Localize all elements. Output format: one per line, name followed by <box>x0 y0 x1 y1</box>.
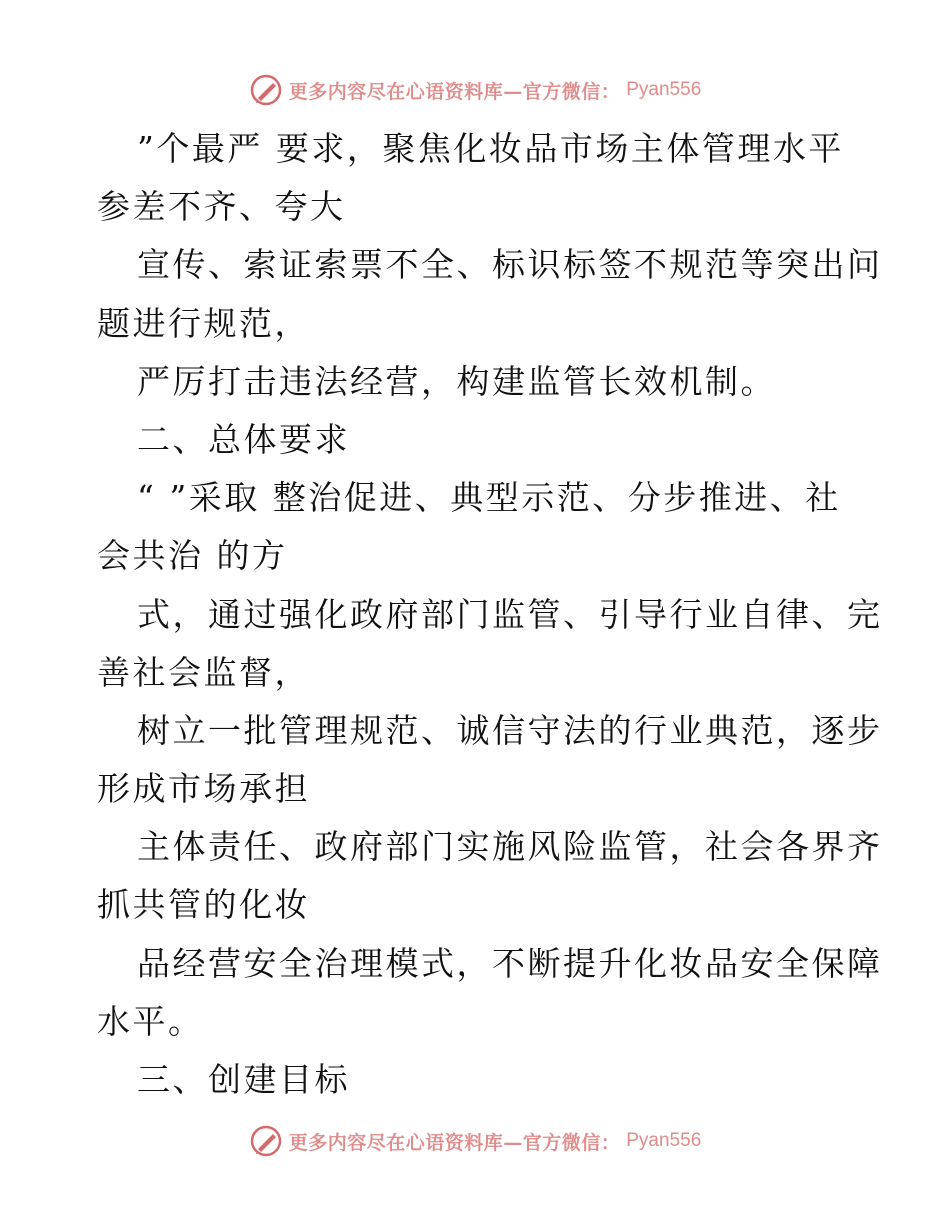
text-line: 主体责任、政府部门实施风险监管，社会各界齐 <box>137 827 883 867</box>
watermark-wechat-id: Pyan556 <box>626 1130 702 1151</box>
text-line: 品经营安全治理模式，不断提升化妆品安全保障 <box>137 943 883 983</box>
watermark-wechat-id: Pyan556 <box>626 79 702 100</box>
text-line: 善社会监督， <box>97 652 310 692</box>
watermark-text: 更多内容尽在心语资料库—官方微信： <box>288 80 621 103</box>
section-heading: 二、总体要求 <box>137 419 350 459</box>
text-line: 严厉打击违法经营，构建监管长效机制。 <box>137 361 776 401</box>
text-line: 会共治 的方 <box>97 536 288 576</box>
quill-pen-logo-icon <box>249 1124 283 1158</box>
text-line: 参差不齐、夸大 <box>97 187 346 227</box>
section-heading: 三、创建目标 <box>137 1060 350 1099</box>
text-line: 式，通过强化政府部门监管、引导行业自律、完 <box>137 594 883 634</box>
text-line: 宣传、索证索票不全、标识标签不规范等突出问 <box>137 245 883 285</box>
text-line: 形成市场承担 <box>97 769 310 809</box>
quill-pen-logo-icon <box>249 73 283 107</box>
watermark-text: 更多内容尽在心语资料库—官方微信： <box>288 1131 621 1154</box>
text-line: ”个最严 要求，聚焦化妆品市场主体管理水平 <box>137 129 844 168</box>
text-line: 题进行规范， <box>97 303 310 343</box>
text-line: 水平。 <box>97 1001 204 1041</box>
text-line: 树立一批管理规范、诚信守法的行业典范，逐步 <box>137 710 883 750</box>
footer-watermark <box>0 1121 950 1161</box>
header-watermark <box>0 70 950 110</box>
text-line: “ ”采取 整治促进、典型示范、分步推进、社 <box>137 478 841 518</box>
text-line: 抓共管的化妆 <box>97 885 310 925</box>
document-body <box>97 120 883 1109</box>
